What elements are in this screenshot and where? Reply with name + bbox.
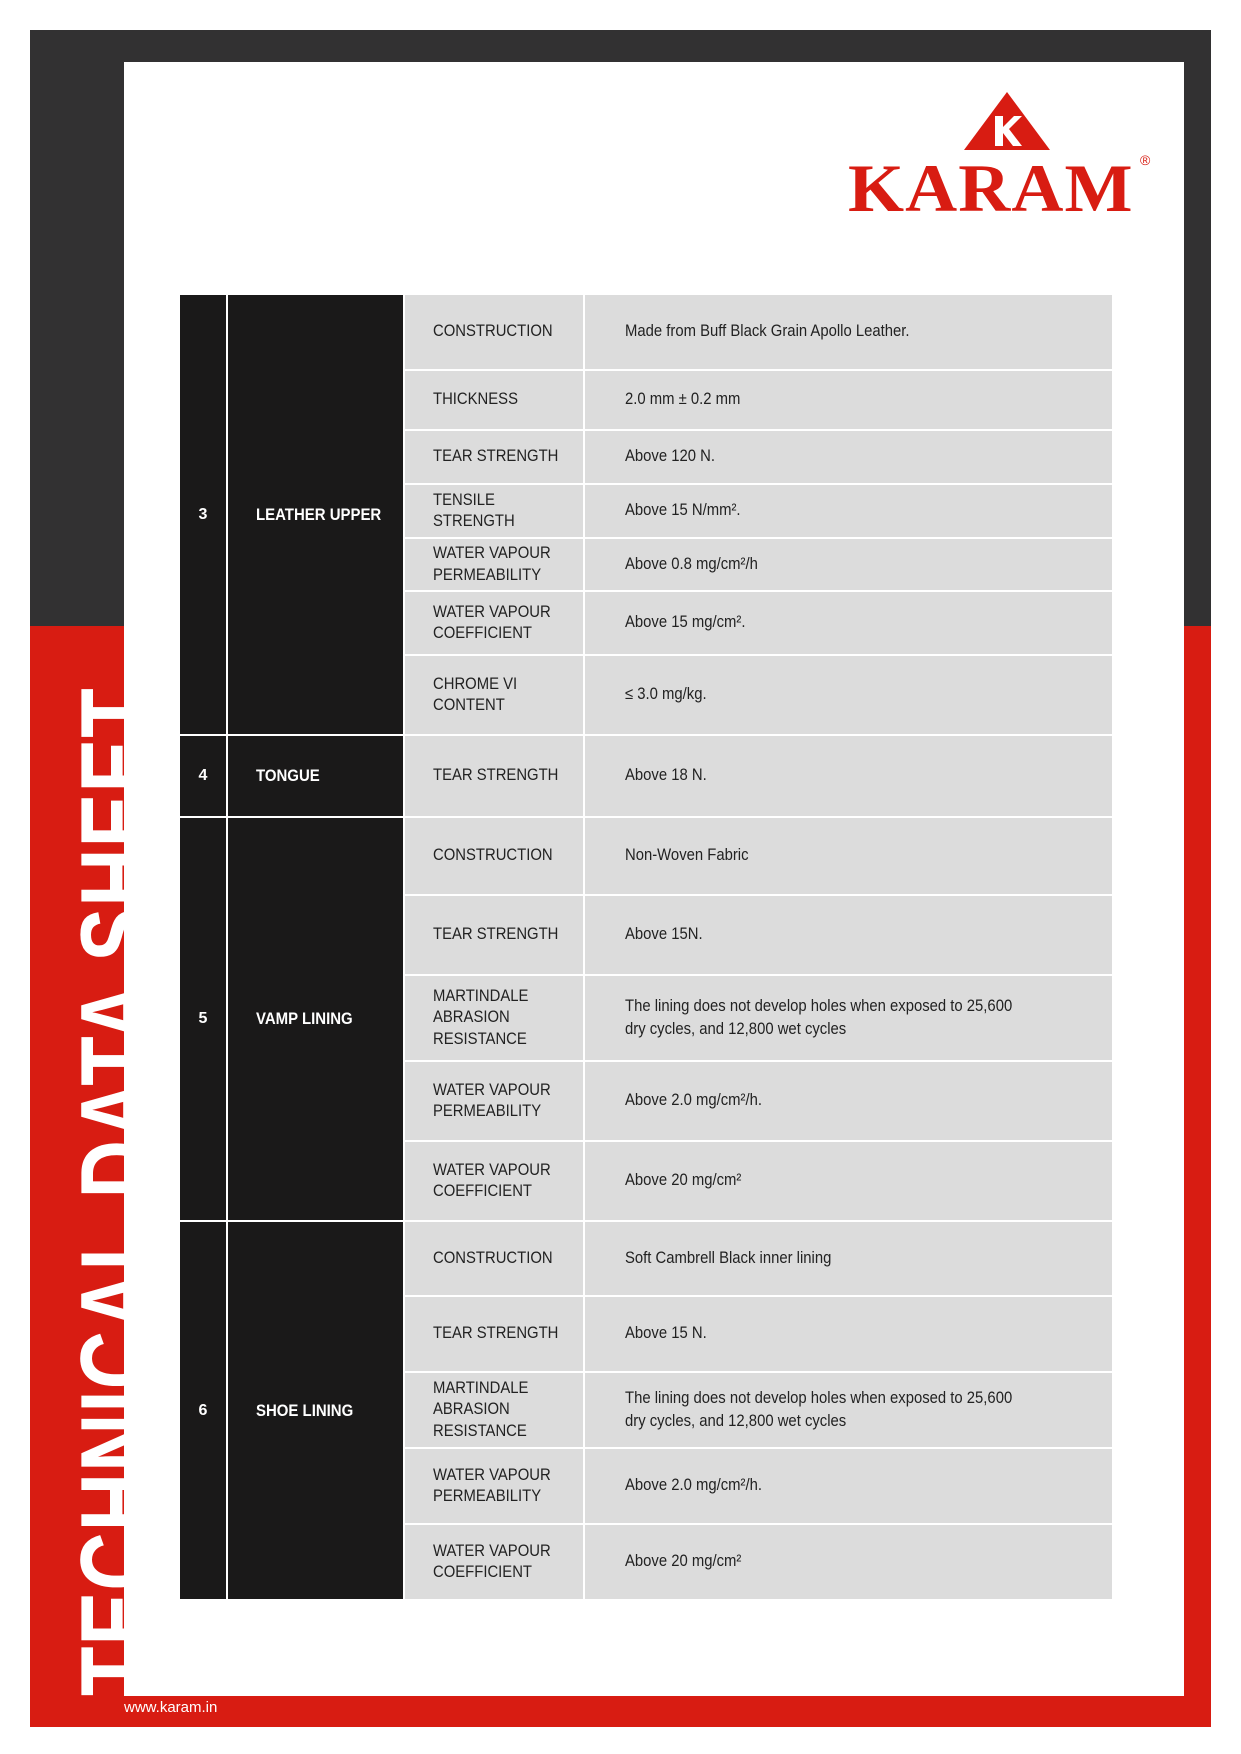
property-value: Above 20 mg/cm² [625, 1171, 742, 1190]
property-cell [404, 1372, 584, 1448]
property-cell [404, 1221, 584, 1296]
property-label: CHROME VI CONTENT [433, 674, 518, 714]
value-cell [584, 1524, 1112, 1600]
spec-table-body [180, 295, 1112, 1600]
table-row [180, 735, 1112, 817]
property-cell [404, 591, 584, 655]
website-link[interactable]: www.karam.in [124, 1699, 218, 1716]
property-value: Above 15 N. [625, 1324, 707, 1343]
property-cell [404, 655, 584, 735]
section-name-cell [227, 1221, 404, 1600]
value-cell [584, 484, 1112, 538]
property-cell [404, 370, 584, 430]
value-cell [584, 1141, 1112, 1221]
section-number: 5 [180, 817, 227, 1221]
property-cell [404, 538, 584, 591]
property-cell [404, 1061, 584, 1141]
value-cell [584, 1448, 1112, 1524]
section-name: VAMP LINING [256, 1009, 353, 1028]
value-cell [584, 1372, 1112, 1448]
value-cell [584, 430, 1112, 484]
property-label: WATER VAPOUR PERMEABILITY [433, 1080, 551, 1120]
value-cell [584, 1221, 1112, 1296]
section-name: SHOE LINING [256, 1400, 354, 1420]
value-cell [584, 538, 1112, 591]
property-label: WATER VAPOUR PERMEABILITY [433, 1465, 551, 1505]
section-number: 4 [180, 735, 227, 817]
property-value: Soft Cambrell Black inner lining [625, 1248, 832, 1267]
property-value: Above 15 mg/cm². [625, 613, 746, 632]
property-cell [404, 295, 584, 370]
table-row [180, 295, 1112, 370]
value-cell [584, 655, 1112, 735]
property-cell [404, 735, 584, 817]
property-cell [404, 975, 584, 1061]
registered-mark-icon: ® [1140, 152, 1151, 168]
property-label: MARTINDALE ABRASION RESISTANCE [433, 986, 529, 1048]
property-value: ≤ 3.0 mg/kg. [625, 685, 707, 704]
property-value: Above 120 N. [625, 447, 715, 466]
value-cell [584, 895, 1112, 975]
value-cell [584, 1061, 1112, 1141]
property-value: The lining does not develop holes when exposed to 25,600 dry cycles, and 12,800 wet cycles [625, 1388, 1013, 1430]
property-cell [404, 895, 584, 975]
property-value: Non-Woven Fabric [625, 846, 749, 865]
property-value: 2.0 mm ± 0.2 mm [625, 390, 741, 409]
property-label: TEAR STRENGTH [433, 925, 559, 944]
property-label: TEAR STRENGTH [433, 447, 559, 466]
value-cell [584, 975, 1112, 1061]
section-name-cell [227, 735, 404, 817]
property-label: WATER VAPOUR COEFFICIENT [433, 1160, 551, 1200]
value-cell [584, 591, 1112, 655]
property-value: The lining does not develop holes when exposed to 25,600 dry cycles, and 12,800 wet cycles [625, 996, 1013, 1038]
property-label: CONSTRUCTION [433, 846, 553, 865]
property-value: Made from Buff Black Grain Apollo Leather. [625, 322, 910, 341]
value-cell [584, 1296, 1112, 1372]
property-label: CONSTRUCTION [433, 322, 553, 341]
property-label: THICKNESS [433, 390, 518, 409]
value-cell [584, 735, 1112, 817]
table-row [180, 817, 1112, 895]
property-cell [404, 430, 584, 484]
property-cell [404, 1296, 584, 1372]
spec-table [180, 295, 1112, 1601]
section-name: TONGUE [256, 766, 320, 785]
section-name: LEATHER UPPER [256, 504, 382, 524]
property-label: TEAR STRENGTH [433, 1324, 559, 1343]
section-name-cell [227, 295, 404, 735]
property-label: TENSILE STRENGTH [433, 490, 515, 530]
property-label: TEAR STRENGTH [433, 766, 559, 785]
section-number: 3 [180, 295, 227, 735]
property-label: MARTINDALE ABRASION RESISTANCE [433, 1378, 529, 1440]
property-label: WATER VAPOUR COEFFICIENT [433, 1541, 551, 1581]
property-cell [404, 1141, 584, 1221]
property-cell [404, 1524, 584, 1600]
karam-triangle-icon [962, 90, 1052, 152]
brand-name: KARAM [848, 150, 1134, 226]
value-cell [584, 817, 1112, 895]
property-value: Above 2.0 mg/cm²/h. [625, 1476, 763, 1495]
value-cell [584, 295, 1112, 370]
property-value: Above 2.0 mg/cm²/h. [625, 1091, 763, 1110]
property-label: WATER VAPOUR COEFFICIENT [433, 602, 551, 642]
property-value: Above 15 N/mm². [625, 501, 741, 520]
property-cell [404, 1448, 584, 1524]
section-name-cell [227, 817, 404, 1221]
value-cell [584, 370, 1112, 430]
section-number: 6 [180, 1221, 227, 1600]
property-value: Above 15N. [625, 925, 703, 944]
table-row [180, 1221, 1112, 1296]
property-value: Above 0.8 mg/cm²/h [625, 554, 758, 573]
property-label: WATER VAPOUR PERMEABILITY [433, 544, 551, 584]
property-cell [404, 484, 584, 538]
side-title: TECHNICAL DATA SHEET [60, 687, 176, 1696]
property-label: CONSTRUCTION [433, 1248, 553, 1267]
property-cell [404, 817, 584, 895]
property-value: Above 20 mg/cm² [625, 1552, 742, 1571]
karam-logo [848, 84, 1158, 226]
property-value: Above 18 N. [625, 766, 707, 785]
